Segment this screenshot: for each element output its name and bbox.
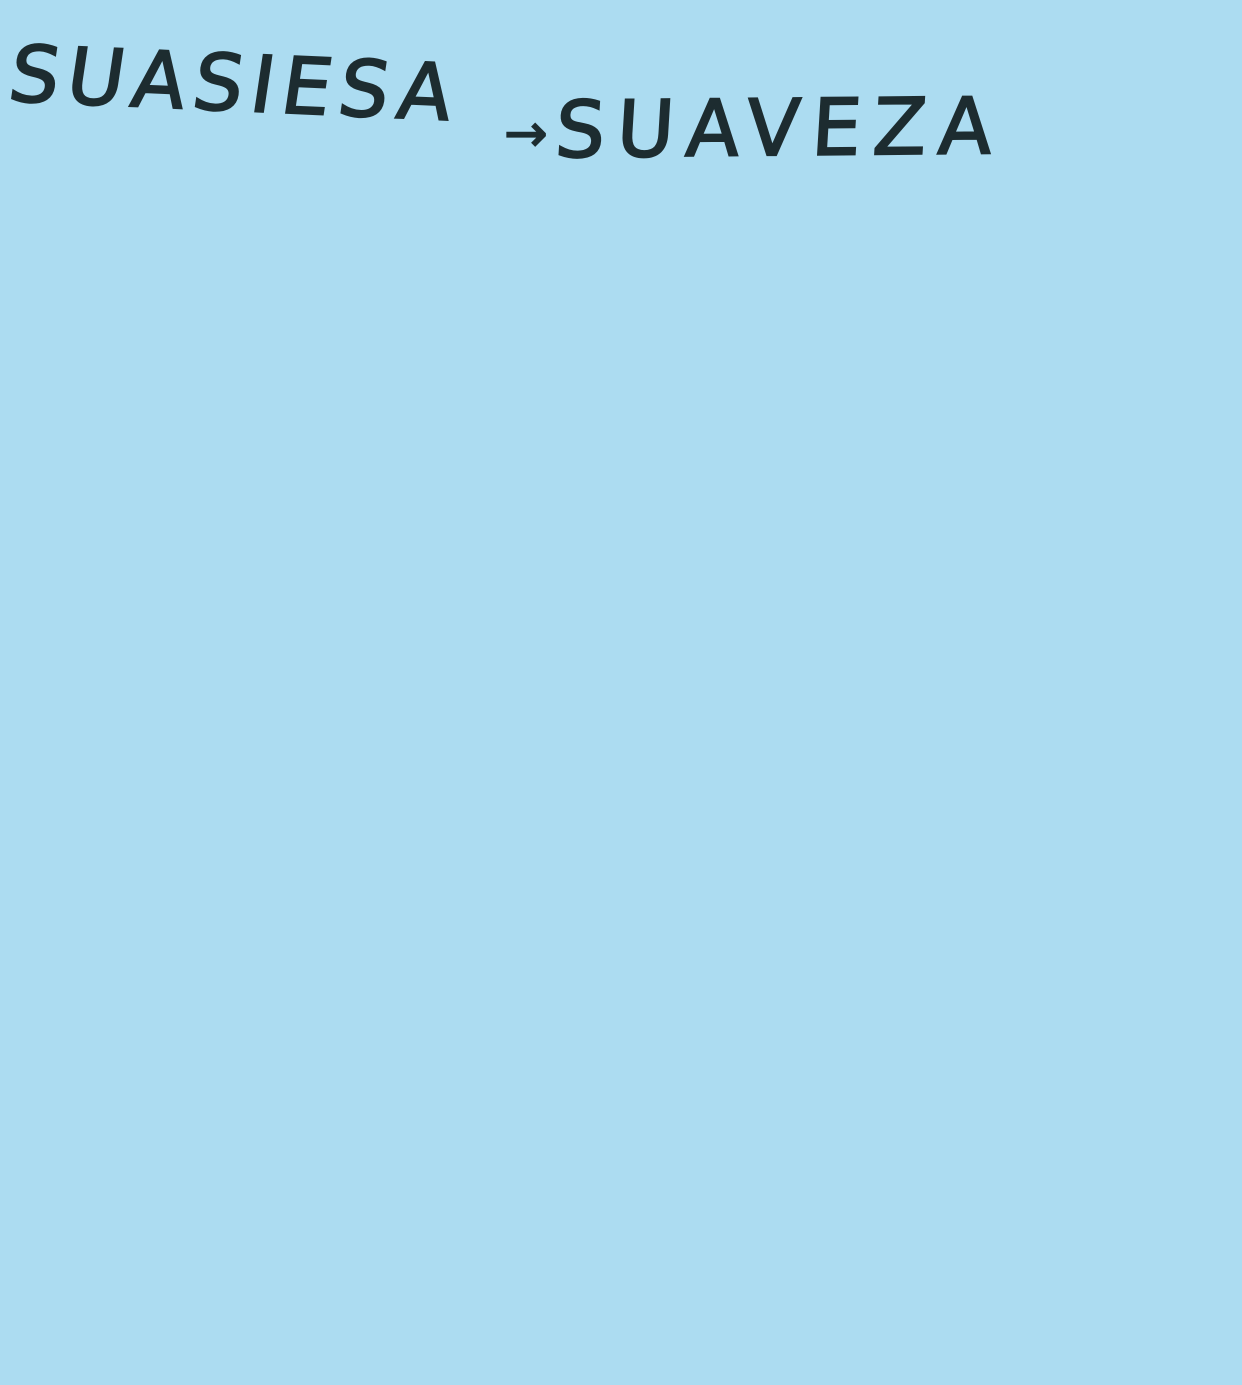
original-word: SUASIESA (3, 30, 467, 140)
arrow-icon: → (504, 104, 556, 164)
handwritten-correction (3, 28, 1086, 177)
corrected-word: SUAVEZA (552, 82, 1007, 177)
